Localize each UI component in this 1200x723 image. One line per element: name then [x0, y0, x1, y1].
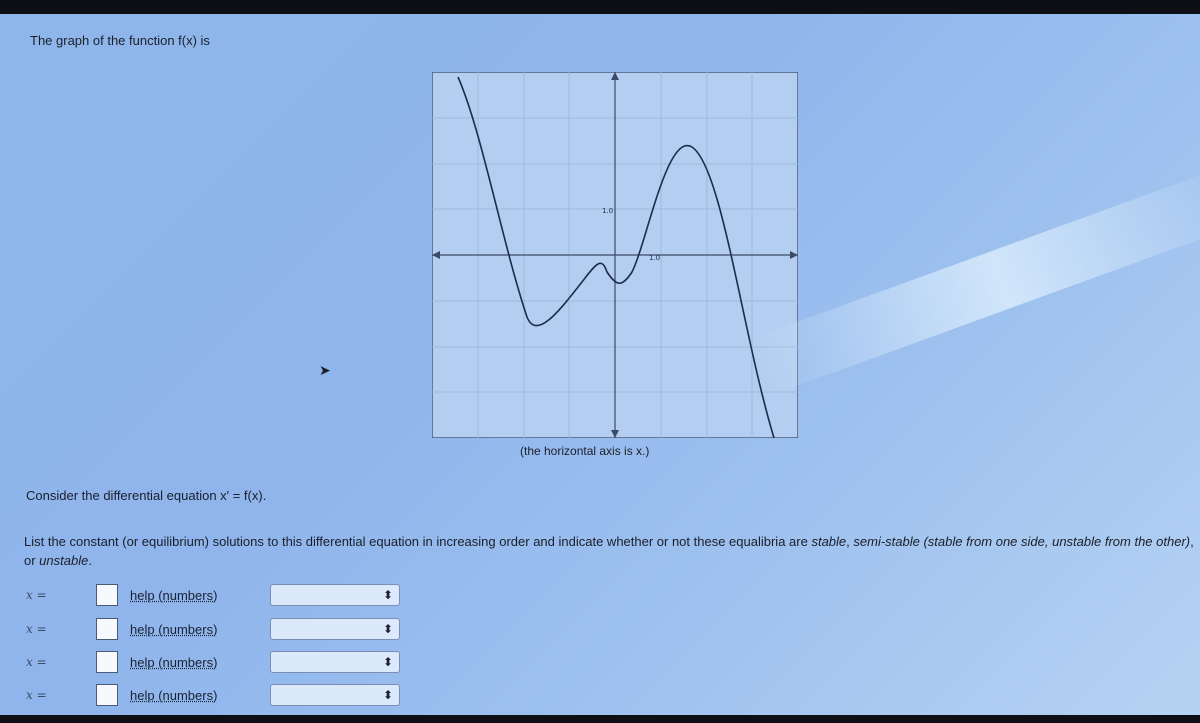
help-link[interactable]: help (numbers): [130, 655, 218, 670]
question-sep: ,: [846, 534, 854, 549]
answer-row: [26, 651, 393, 675]
screen-glare: [745, 163, 1200, 397]
differential-equation-text: Consider the differential equation x′ = f(x).: [26, 488, 267, 503]
question-text: [24, 532, 1194, 570]
y-tick-label: 1.0: [602, 207, 614, 215]
graph-caption: (the horizontal axis is x.): [520, 444, 650, 458]
question-main: List the constant (or equilibrium) solutions to this differential equation in increasing order and indicate whether or not these equalibria are: [24, 534, 812, 549]
question-semi: semi-stable (stable from one side, unstable from the other): [853, 534, 1191, 549]
answer-row: [26, 618, 393, 642]
answer-input[interactable]: [96, 584, 118, 606]
x-label: x =: [26, 688, 47, 702]
answer-input[interactable]: [96, 618, 118, 640]
x-label: x =: [26, 588, 47, 602]
graph-svg: [432, 72, 798, 438]
answer-row: [26, 584, 393, 608]
stability-select[interactable]: [270, 651, 400, 673]
help-link[interactable]: help (numbers): [130, 688, 218, 703]
top-bar: [0, 0, 1200, 14]
select-arrow-icon: ⬍: [382, 622, 393, 636]
select-arrow-icon: ⬍: [382, 588, 393, 602]
select-arrow-icon: ⬍: [382, 688, 393, 702]
question-or: , or: [24, 534, 1194, 568]
x-tick-label: 1.0: [649, 254, 661, 262]
answer-row: [26, 684, 393, 708]
intro-text: The graph of the function f(x) is: [30, 33, 210, 48]
question-stable: stable: [811, 534, 847, 549]
stability-select[interactable]: [270, 618, 400, 640]
x-label: x =: [26, 655, 47, 669]
question-end: .: [88, 553, 92, 568]
x-label: x =: [26, 622, 47, 636]
stability-select[interactable]: [270, 584, 400, 606]
bottom-bar: [0, 715, 1200, 723]
help-link[interactable]: help (numbers): [130, 622, 218, 637]
answer-input[interactable]: [96, 651, 118, 673]
mouse-cursor-icon: ➤: [319, 362, 331, 378]
help-link[interactable]: help (numbers): [130, 588, 218, 603]
select-arrow-icon: ⬍: [382, 655, 393, 669]
answer-input[interactable]: [96, 684, 118, 706]
question-unstable: unstable: [39, 553, 89, 568]
function-graph: [432, 72, 798, 438]
stability-select[interactable]: [270, 684, 400, 706]
